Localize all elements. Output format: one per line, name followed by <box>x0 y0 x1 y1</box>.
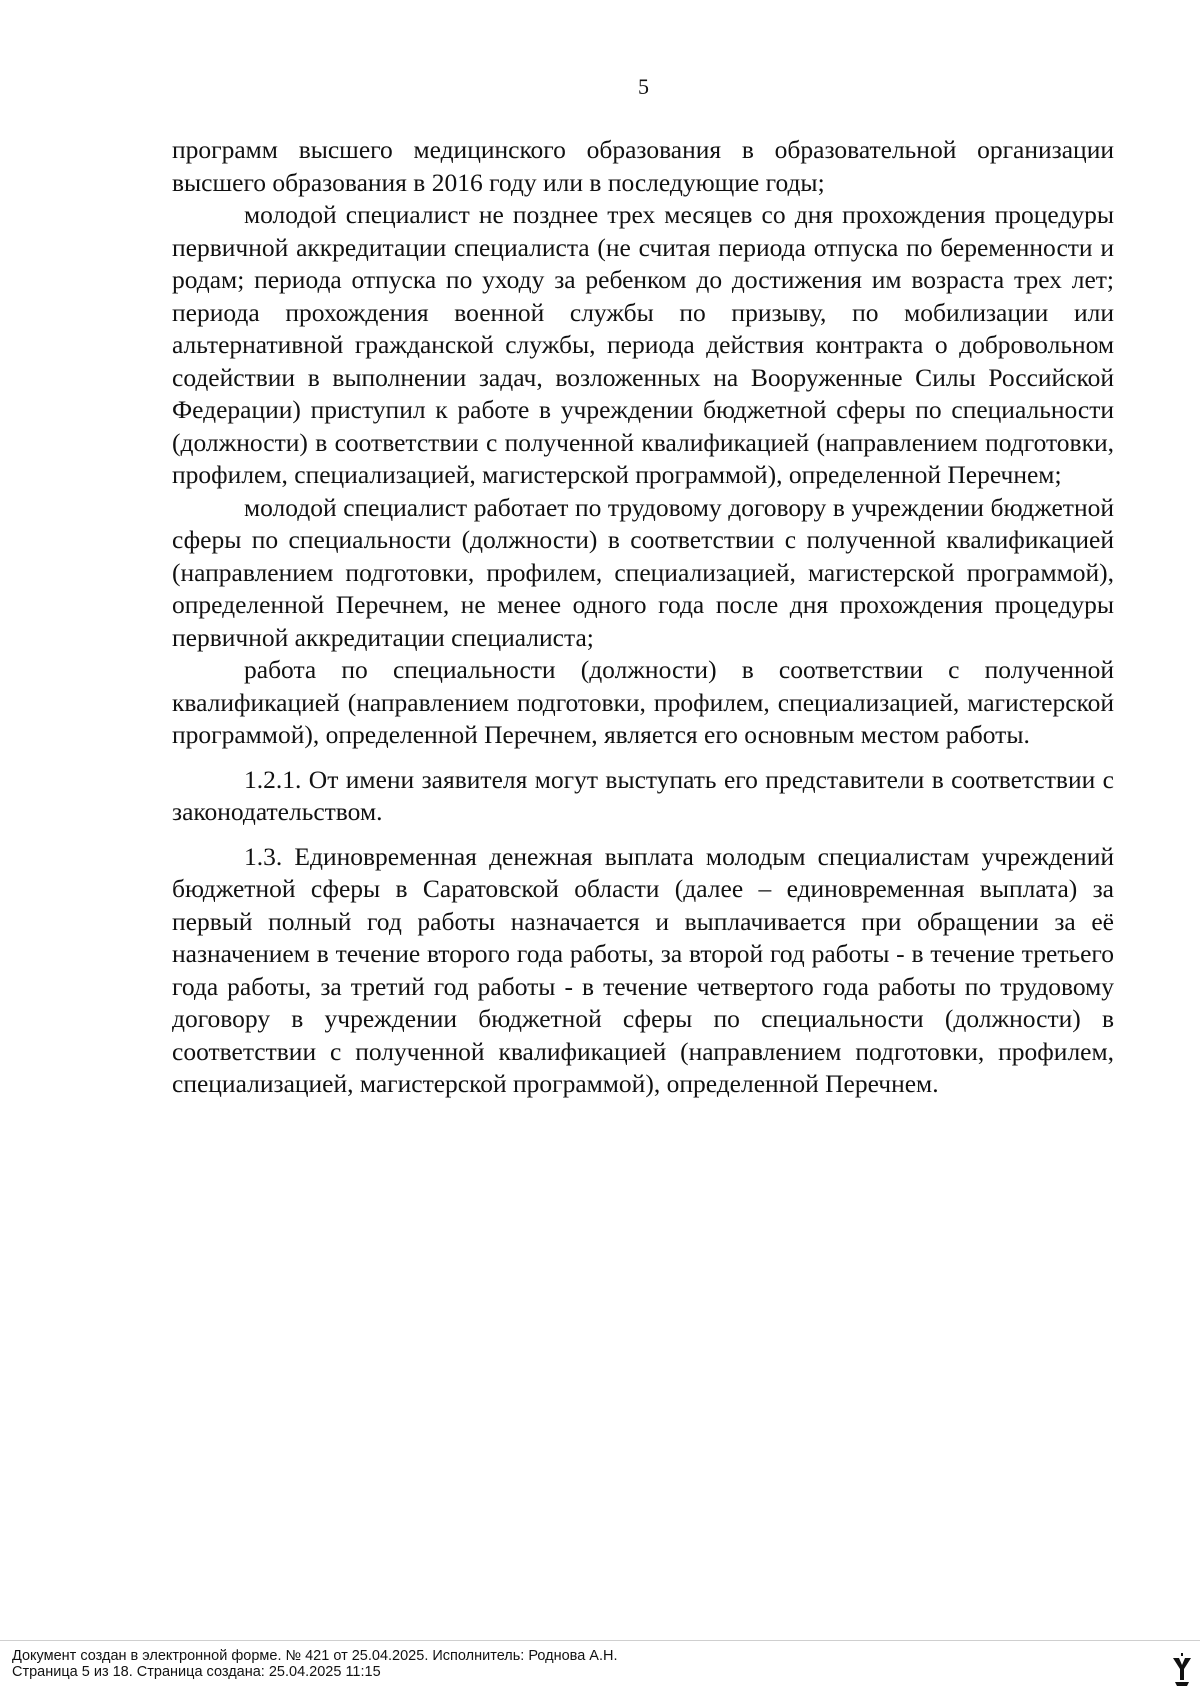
paragraph-continuation: программ высшего медицинского образования в образовательной организации высшего образования в 2016 году или в последующие годы; <box>172 135 1114 197</box>
regional-emblem-icon <box>1170 1652 1194 1688</box>
paragraph-start-of-work: молодой специалист не позднее трех месяцев со дня прохождения процедуры первичной аккредитации специалиста (не считая периода отпуска по беременности и родам; периода отпуска по уходу за ребенком до достижения им возраста трех лет; периода прохождения военной службы по призыву, по мобилизации или альтернативной гражданской службы, периода действия контракта о добровольном содействии в выполнении задач, возложенных на Вооруженные Силы Российской Федерации) приступил к работе в учреждении бюджетной сферы по специальности (должности) в соответствии с полученной квалификацией (направлением подготовки, профилем, специализацией, магистерской программой), определенной Перечнем; <box>172 200 1114 489</box>
page-number: 5 <box>638 74 649 99</box>
footer-document-info: Документ создан в электронной форме. № 421 от 25.04.2025. Исполнитель: Роднова А.Н. <box>12 1648 618 1664</box>
footer-page-info: Страница 5 из 18. Страница создана: 25.04.2025 11:15 <box>12 1664 381 1680</box>
paragraph-main-workplace: работа по специальности (должности) в соответствии с полученной квалификацией (направлением подготовки, профилем, специализацией, магистерской программой), определенной Перечнем, является его основным местом работы. <box>172 655 1114 749</box>
footer-divider <box>0 1640 1200 1641</box>
document-body <box>172 134 1114 1101</box>
paragraph-1-2-1: 1.2.1. От имени заявителя могут выступать его представители в соответствии с законодательством. <box>172 764 1114 826</box>
paragraph-1-3: 1.3. Единовременная денежная выплата молодым специалистам учреждений бюджетной сферы в Саратовской области (далее – единовременная выплата) за первый полный год работы назначается и выплачивается при обращении за её назначением в течение второго года работы, за второй год работы - в течение третьего года работы, за третий год работы - в течение четвертого года работы по трудовому договору в учреждении бюджетной сферы по специальности (должности) в соответствии с полученной квалификацией (направлением подготовки, профилем, специализацией, магистерской программой), определенной Перечнем. <box>172 841 1114 1098</box>
footer <box>12 1648 618 1680</box>
paragraph-work-duration: молодой специалист работает по трудовому договору в учреждении бюджетной сферы по специальности (должности) в соответствии с полученной квалификацией (направлением подготовки, профилем, специализацией, магистерской программой), определенной Перечнем, не менее одного года после дня прохождения процедуры первичной аккредитации специалиста; <box>172 492 1114 652</box>
